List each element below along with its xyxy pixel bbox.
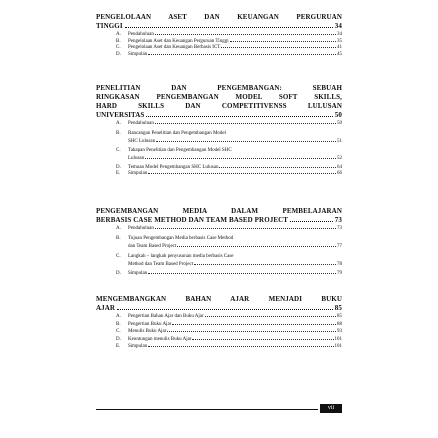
- section-title-line: MENGEMBANGKAN BAHAN AJAR MENJADI BUKU: [96, 295, 342, 303]
- entry-label: C.: [116, 329, 121, 334]
- entry-text: Simpulan: [128, 171, 148, 176]
- entry-page-number: 93: [337, 329, 342, 334]
- toc-entry: [96, 52, 342, 59]
- dot-leader: [155, 34, 336, 35]
- toc-entry-list: [96, 121, 342, 178]
- entry-text: Pengelolaan Aset dan Keuangan Perguruan Tinggi: [128, 38, 229, 44]
- section-title: [96, 295, 342, 313]
- entry-page-number: 79: [337, 270, 342, 276]
- toc-entry: [96, 131, 342, 146]
- entry-label: C.: [116, 253, 121, 259]
- toc-entry-list: [96, 226, 342, 277]
- section-title: [96, 84, 342, 120]
- dot-leader: [219, 167, 336, 168]
- entry-text: Pendahuluan: [128, 32, 154, 37]
- toc-entry: [96, 254, 342, 269]
- entry-text: Langkah – langkah penyusunan media berbasis Case: [128, 253, 234, 259]
- entry-label: E.: [116, 171, 121, 176]
- section-title-line: AJAR: [96, 304, 116, 312]
- entry-text-continued: SHC Lulusan: [128, 139, 156, 144]
- entry-label: B.: [116, 235, 121, 241]
- section-title-line: PENGELOLAAN ASET DAN KEUANGAN PERGURUAN: [96, 13, 342, 21]
- dot-leader: [117, 309, 333, 310]
- entry-text: Keuntungan menulis Buku Ajar: [128, 336, 192, 342]
- entry-text: Menulis Buku Ajar: [128, 329, 167, 334]
- section-title-line: RINGKASAN PENGEMBANGAN MODEL SOFT SKILLS,: [96, 93, 342, 101]
- entry-label: C.: [116, 45, 121, 50]
- dot-leader: [192, 339, 333, 340]
- entry-text: Tahapan Penelitian dan Pengembangan Model SHC: [128, 147, 232, 153]
- toc-entry: [96, 322, 342, 329]
- section-page-number: 34: [334, 22, 342, 30]
- toc-entry: [96, 271, 342, 278]
- toc-section-penelitian-pengembangan: [96, 84, 342, 178]
- entry-text: Pengertian Bahan Ajar dan Buku Ajar: [128, 314, 204, 319]
- footer-rule: [96, 409, 318, 410]
- toc-entry: [96, 226, 342, 233]
- entry-page-number: 78: [337, 262, 342, 267]
- dot-leader: [221, 47, 336, 48]
- section-title-line: PENGEMBANGAN MEDIA DALAM PEMBELAJARAN: [96, 207, 342, 215]
- toc-entry-list: [96, 32, 342, 58]
- entry-label: B.: [116, 321, 121, 327]
- dot-leader: [148, 173, 336, 174]
- entry-text-continued: dan Team Based Project: [128, 244, 177, 249]
- entry-text: Simpulan: [128, 344, 148, 349]
- toc-entry: [96, 314, 342, 321]
- entry-page-number: 73: [337, 226, 342, 231]
- entry-page-number: 52: [337, 156, 342, 161]
- page-number-badge: vii: [320, 404, 342, 413]
- dot-leader: [155, 123, 336, 124]
- toc-section-pengembangan-media: [96, 207, 342, 277]
- dot-leader: [148, 273, 336, 274]
- dot-leader: [177, 246, 336, 247]
- entry-page-number: 77: [337, 244, 342, 249]
- dot-leader: [145, 158, 336, 159]
- dot-leader: [146, 116, 332, 117]
- entry-label: D.: [116, 164, 121, 170]
- toc-entry: [96, 337, 342, 344]
- entry-page-number: 45: [337, 51, 342, 57]
- entry-text: Pendahuluan: [128, 226, 154, 231]
- toc-section-aset-keuangan: [96, 13, 342, 58]
- entry-label: A.: [116, 32, 121, 37]
- toc-entry: [96, 121, 342, 128]
- dot-leader: [205, 316, 336, 317]
- dot-leader: [125, 27, 333, 28]
- entry-page-number: 64: [337, 164, 342, 170]
- section-title-line: TINGGI: [96, 22, 123, 30]
- entry-label: D.: [116, 270, 121, 276]
- entry-text: Tujuan Pengembangan Media berbasis Case Method: [128, 235, 234, 241]
- section-page-number: 85: [334, 304, 342, 312]
- toc-entry-list: [96, 314, 342, 351]
- toc-section-bahan-ajar: [96, 295, 342, 351]
- dot-leader: [148, 346, 333, 347]
- entry-page-number: 51: [337, 139, 342, 144]
- section-title-line: HARD SKILLS DAN COMPETITIVENSS LULUSAN: [96, 102, 342, 110]
- entry-text: Pengelolaan Aset dan Keuangan Berbasis ICT: [128, 45, 221, 50]
- section-page-number: 73: [334, 216, 342, 224]
- toc-entry: [96, 148, 342, 163]
- entry-text-continued: Lulusan: [128, 156, 145, 161]
- entry-label: A.: [116, 121, 121, 126]
- section-page-number: 50: [334, 111, 342, 119]
- entry-page-number: 88: [337, 321, 342, 327]
- entry-label: C.: [116, 147, 121, 153]
- entry-label: A.: [116, 314, 121, 319]
- dot-leader: [155, 228, 336, 229]
- entry-page-number: 35: [337, 38, 342, 44]
- entry-text: Rancangan Penelitian dan Pengembangan Model: [128, 130, 227, 136]
- entry-text: Temuan Model Pengembangan SHC Lulusan: [128, 164, 219, 170]
- entry-label: E.: [116, 344, 121, 349]
- toc-entry: [96, 236, 342, 251]
- entry-label: B.: [116, 38, 121, 44]
- entry-text: Pendahuluan: [128, 121, 154, 126]
- section-title: [96, 13, 342, 31]
- entry-label: D.: [116, 51, 121, 57]
- entry-page-number: 85: [337, 314, 342, 319]
- entry-label: A.: [116, 226, 121, 231]
- toc-entry: [96, 171, 342, 178]
- entry-text-continued: Method dan Team Based Project: [128, 262, 194, 267]
- dot-leader: [194, 264, 336, 265]
- entry-page-number: 66: [337, 171, 342, 176]
- entry-page-number: 41: [337, 45, 342, 50]
- section-title-line: UNIVERSITAS: [96, 111, 145, 119]
- dot-leader: [167, 331, 336, 332]
- dot-leader: [156, 141, 336, 142]
- entry-text: Simpulan: [128, 270, 148, 276]
- dot-leader: [148, 54, 336, 55]
- dot-leader: [230, 41, 336, 42]
- entry-page-number: 50: [337, 121, 342, 126]
- entry-label: B.: [116, 130, 121, 136]
- entry-label: D.: [116, 336, 121, 342]
- entry-text: Pengertian Buku Ajar: [128, 321, 172, 327]
- dot-leader: [290, 221, 333, 222]
- entry-page-number: 101: [334, 344, 342, 349]
- toc-entry: [96, 344, 342, 351]
- dot-leader: [172, 324, 336, 325]
- entry-page-number: 34: [337, 32, 342, 37]
- section-title-line: PENELITIAN DAN PENGEMBANGAN: SEBUAH: [96, 84, 342, 92]
- section-title-line: BERBASIS CASE METHOD DAN TEAM BASED PROJECT: [96, 216, 289, 224]
- section-title: [96, 207, 342, 225]
- entry-text: Simpulan: [128, 51, 148, 57]
- entry-page-number: 101: [334, 336, 342, 342]
- toc-entry: [96, 329, 342, 336]
